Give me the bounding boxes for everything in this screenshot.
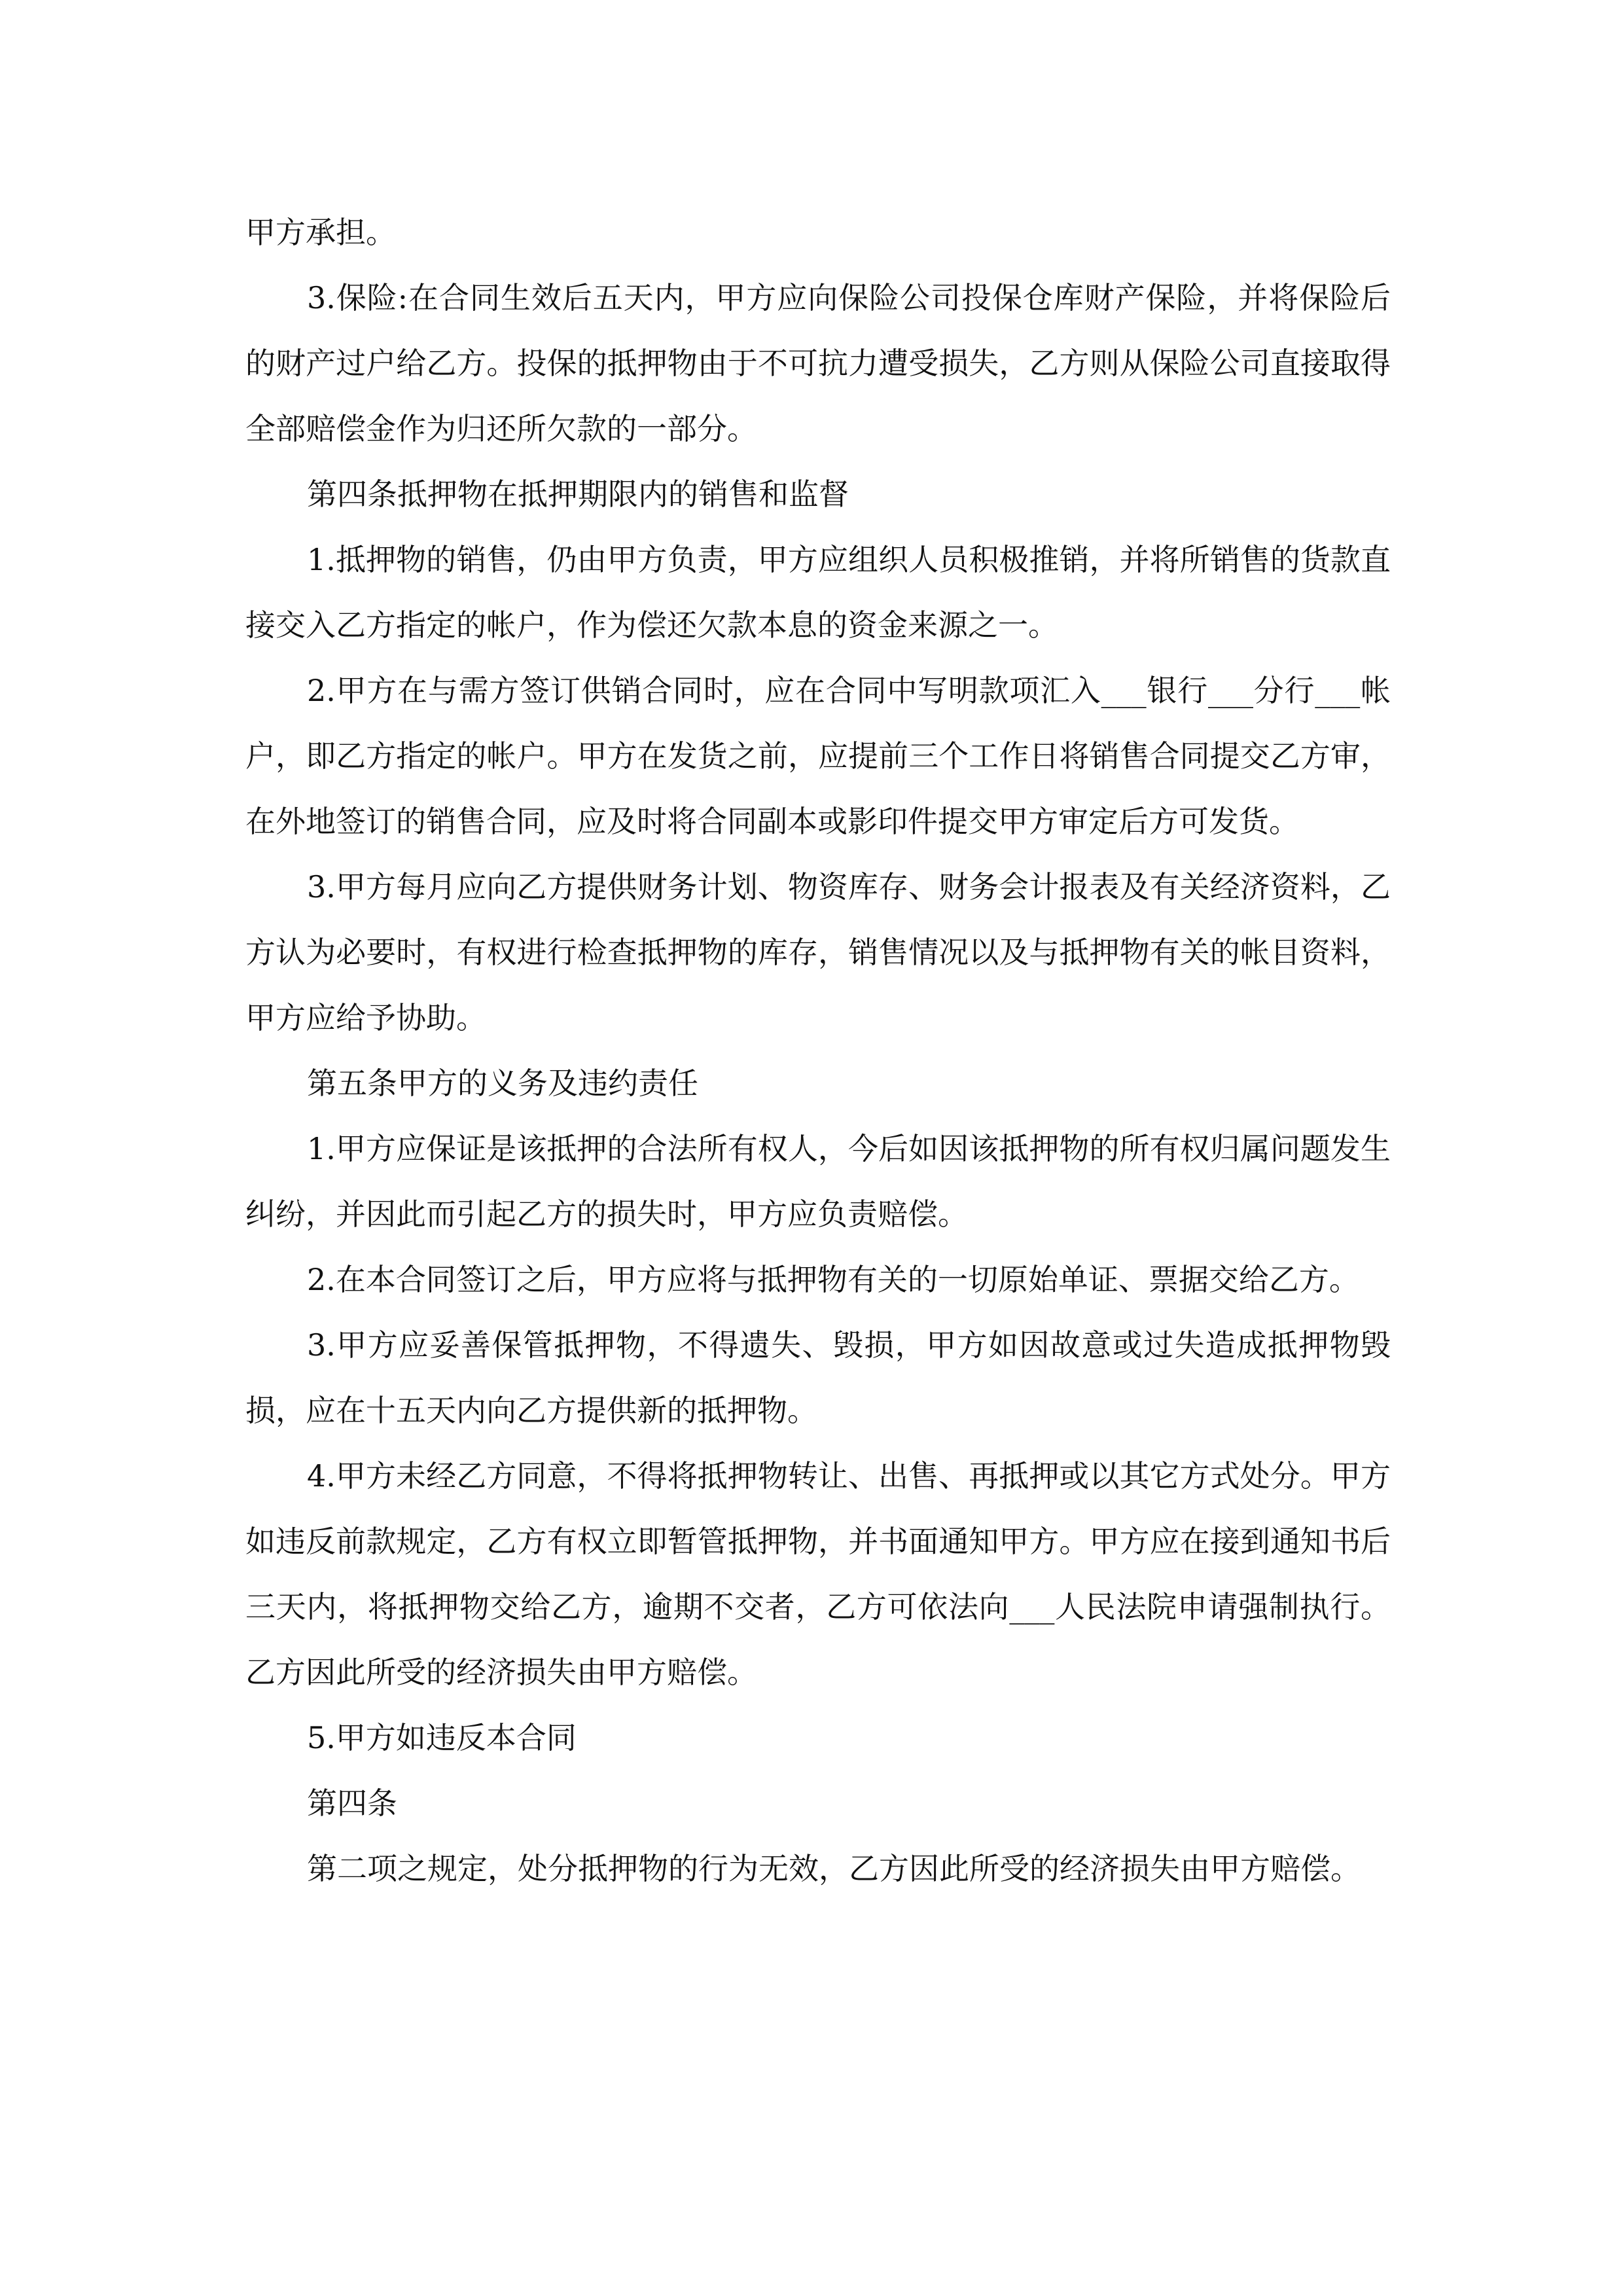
paragraph-article-5-item-5: 5.甲方如违反本合同 [307, 1720, 577, 1755]
section-heading-article-4: 第四条抵押物在抵押期限内的销售和监督 [307, 476, 849, 512]
section-heading-article-5: 第五条甲方的义务及违约责任 [307, 1066, 698, 1101]
paragraph-reference-item-2: 第二项之规定，处分抵押物的行为无效，乙方因此所受的经济损失由甲方赔偿。 [307, 1851, 1361, 1886]
document-page [245, 200, 1391, 1901]
paragraph-reference-article-4: 第四条 [307, 1785, 397, 1821]
paragraph-clause-3-insurance: 3.保险:在合同生效后五天内，甲方应向保险公司投保仓库财产保险，并将保险后的财产过户给乙方。投保的抵押物由于不可抗力遭受损失，乙方则从保险公司直接取得全部赔偿金作为归还所欠款的一部分。 [245, 280, 1391, 446]
paragraph-article-4-item-3: 3.甲方每月应向乙方提供财务计划、物资库存、财务会计报表及有关经济资料，乙方认为必要时，有权进行检查抵押物的库存，销售情况以及与抵押物有关的帐目资料，甲方应给予协助。 [245, 869, 1391, 1035]
paragraph-article-5-item-3: 3.甲方应妥善保管抵押物，不得遗失、毁损，甲方如因故意或过失造成抵押物毁损，应在十五天内向乙方提供新的抵押物。 [245, 1327, 1391, 1428]
paragraph-article-5-item-4: 4.甲方未经乙方同意，不得将抵押物转让、出售、再抵押或以其它方式处分。甲方如违反前款规定，乙方有权立即暂管抵押物，并书面通知甲方。甲方应在接到通知书后三天内，将抵押物交给乙方，逾期不交者，乙方可依法向___人民法院申请强制执行。乙方因此所受的经济损失由甲方赔偿。 [245, 1458, 1391, 1690]
paragraph-continuation: 甲方承担。 [245, 215, 396, 250]
paragraph-article-5-item-2: 2.在本合同签订之后，甲方应将与抵押物有关的一切原始单证、票据交给乙方。 [307, 1262, 1359, 1297]
paragraph-article-4-item-2: 2.甲方在与需方签订供销合同时，应在合同中写明款项汇入___银行___分行___帐户，即乙方指定的帐户。甲方在发货之前，应提前三个工作日将销售合同提交乙方审，在外地签订的销售合同，应及时将合同副本或影印件提交甲方审定后方可发货。 [245, 673, 1391, 839]
paragraph-article-5-item-1: 1.甲方应保证是该抵押的合法所有权人，今后如因该抵押物的所有权归属问题发生纠纷，并因此而引起乙方的损失时，甲方应负责赔偿。 [245, 1131, 1391, 1232]
paragraph-article-4-item-1: 1.抵押物的销售，仍由甲方负责，甲方应组织人员积极推销，并将所销售的货款直接交入乙方指定的帐户，作为偿还欠款本息的资金来源之一。 [245, 542, 1391, 643]
